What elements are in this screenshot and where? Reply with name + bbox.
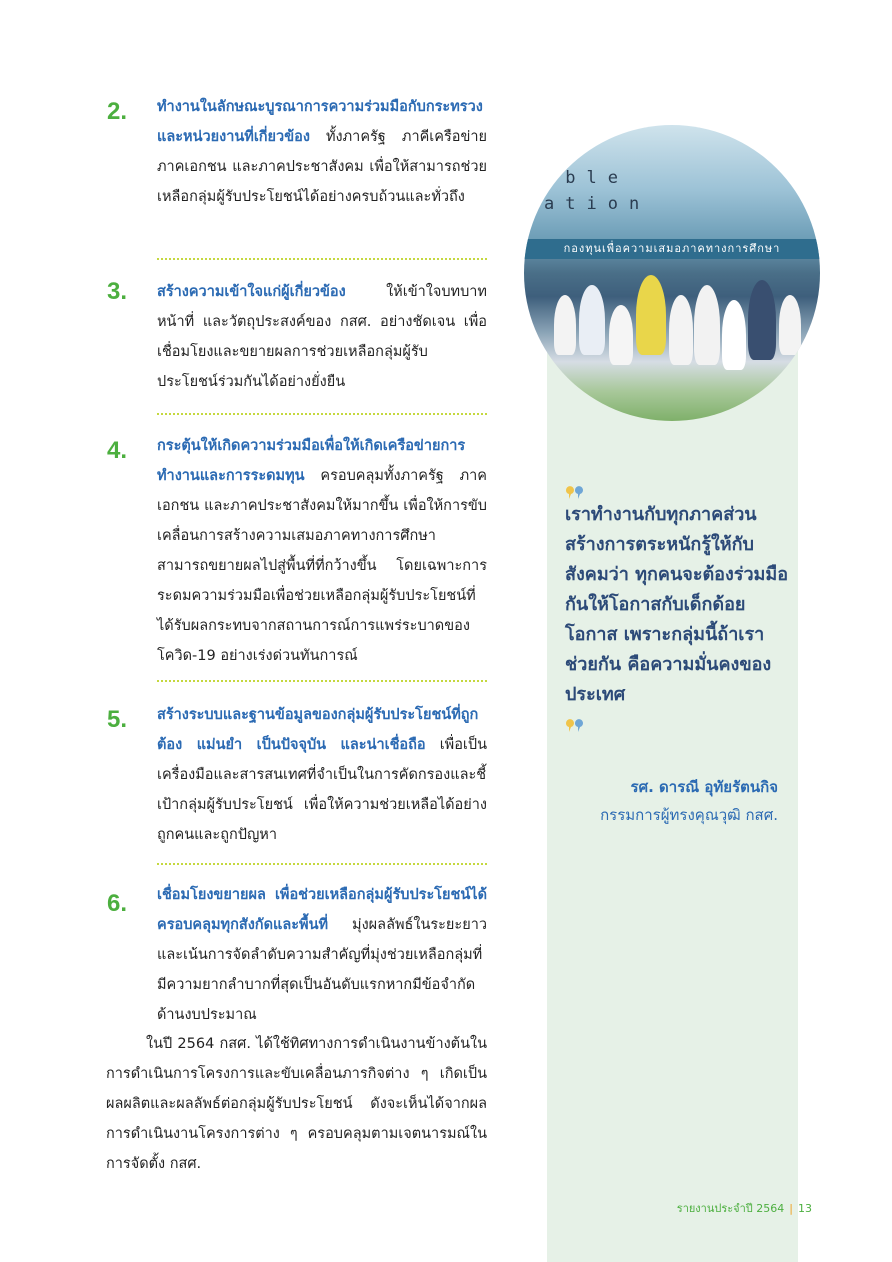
item-4-highlight: กระตุ้นให้เกิดความร่วมมือเพื่อให้เกิดเครือข่ายการทำงานและการระดมทุน xyxy=(157,438,466,484)
close-quote-icon xyxy=(565,718,583,732)
item-4-text xyxy=(157,431,487,671)
item-number-2: 2. xyxy=(107,98,128,125)
pull-quote: เราทำงานกับทุกภาคส่วนสร้างการตระหนักรู้ให้กับสังคมว่า ทุกคนจะต้องร่วมมือกันให้โอกาสกับเด็กด้อยโอกาส เพราะกลุ่มนี้ถ้าเราช่วยกัน คือความมั่นคงของประเทศ xyxy=(565,504,789,705)
quote-author-role: กรรมการผู้ทรงคุณวุฒิ กสศ. xyxy=(600,806,778,824)
dotted-divider xyxy=(157,413,487,415)
glass-text-line-1: able xyxy=(544,168,629,188)
quote-author-name: รศ. ดารณี อุทัยรัตนกิจ xyxy=(630,778,778,796)
dotted-divider xyxy=(157,863,487,865)
item-3-highlight: สร้างความเข้าใจแก่ผู้เกี่ยวข้อง xyxy=(157,284,346,300)
item-6-text xyxy=(157,880,487,1030)
footer-separator: | xyxy=(789,1202,793,1215)
closing-paragraph: ในปี 2564 กสศ. ได้ใช้ทิศทางการดำเนินงานข้างต้นในการดำเนินการโครงการและขับเคลื่อนภารกิจต่าง ๆ เกิดเป็นผลผลิตและผลลัพธ์ต่อกลุ่มผู้รับประโยชน์ ดังจะเห็นได้จากผลการดำเนินงานโครงการต่าง ๆ ครอบคลุมตามเจตนารมณ์ในการจัดตั้ง กสศ. xyxy=(106,1036,487,1172)
item-5-text xyxy=(157,700,487,850)
item-number-6: 6. xyxy=(107,890,128,917)
students-group xyxy=(534,275,810,385)
item-6-body: มุ่งผลลัพธ์ในระยะยาว และเน้นการจัดลำดับความสำคัญที่มุ่งช่วยเหลือกลุ่มที่มีความยากลำบากที่สุดเป็นอันดับแรกหากมีข้อจำกัดด้านงบประมาณ xyxy=(157,917,487,1023)
open-quote-icon xyxy=(565,485,583,499)
page-footer xyxy=(677,1199,812,1217)
item-number-5: 5. xyxy=(107,706,128,733)
dotted-divider xyxy=(157,680,487,682)
item-number-3: 3. xyxy=(107,278,128,305)
item-2-highlight: ทำงานในลักษณะบูรณาการความร่วมมือกับกระทรวงและหน่วยงานที่เกี่ยวข้อง xyxy=(157,99,483,145)
item-2-body: ทั้งภาครัฐ ภาคีเครือข่าย ภาคเอกชน และภาคประชาสังคม เพื่อให้สามารถช่วยเหลือกลุ่มผู้รับประโยชน์ได้อย่างครบถ้วนและทั่วถึง xyxy=(157,129,487,205)
page-number: 13 xyxy=(798,1202,812,1215)
glass-text-line-2: ation xyxy=(544,194,651,214)
dotted-divider xyxy=(157,258,487,260)
glass-building-lettering xyxy=(524,165,820,217)
item-3-text xyxy=(157,277,487,397)
item-5-highlight: สร้างระบบและฐานข้อมูลของกลุ่มผู้รับประโยชน์ที่ถูกต้อง แม่นยำ เป็นปัจจุบัน และน่าเชื่อถือ xyxy=(157,707,479,753)
item-6-highlight: เชื่อมโยงขยายผล เพื่อช่วยเหลือกลุ่มผู้รับประโยชน์ได้ครอบคลุมทุกสังกัดและพื้นที่ xyxy=(157,887,487,933)
item-2-text xyxy=(157,92,487,212)
item-number-4: 4. xyxy=(107,437,128,464)
footer-report-label: รายงานประจำปี 2564 xyxy=(676,1202,785,1215)
building-sign-text: กองทุนเพื่อความเสมอภาคทางการศึกษา xyxy=(563,242,781,255)
item-5-body: เพื่อเป็นเครื่องมือและสารสนเทศที่จำเป็นในการคัดกรองและชี้เป้ากลุ่มผู้รับประโยชน์ เพื่อให้ความช่วยเหลือได้อย่างถูกคนและถูกปัญหา xyxy=(157,737,488,843)
item-4-body: ครอบคลุมทั้งภาครัฐ ภาคเอกชน และภาคประชาสังคมให้มากขึ้น เพื่อให้การขับเคลื่อนการสร้างความเสมอภาคทางการศึกษาสามารถขยายผลไปสู่พื้นที่ที่กว้างขึ้น โดยเฉพาะการระดมความร่วมมือเพื่อช่วยเหลือกลุ่มผู้รับประโยชน์ที่ได้รับผลกระทบจากสถานการณ์การแพร่ระบาดของโควิด-19 อย่างเร่งด่วนทันการณ์ xyxy=(157,468,487,664)
item-3-body: ให้เข้าใจบทบาทหน้าที่ และวัตถุประสงค์ของ กสศ. อย่างชัดเจน เพื่อเชื่อมโยงและขยายผลการช่วยเหลือกลุ่มผู้รับประโยชน์ร่วมกันได้อย่างยั่งยืน xyxy=(157,284,487,390)
students-photo xyxy=(524,125,820,421)
